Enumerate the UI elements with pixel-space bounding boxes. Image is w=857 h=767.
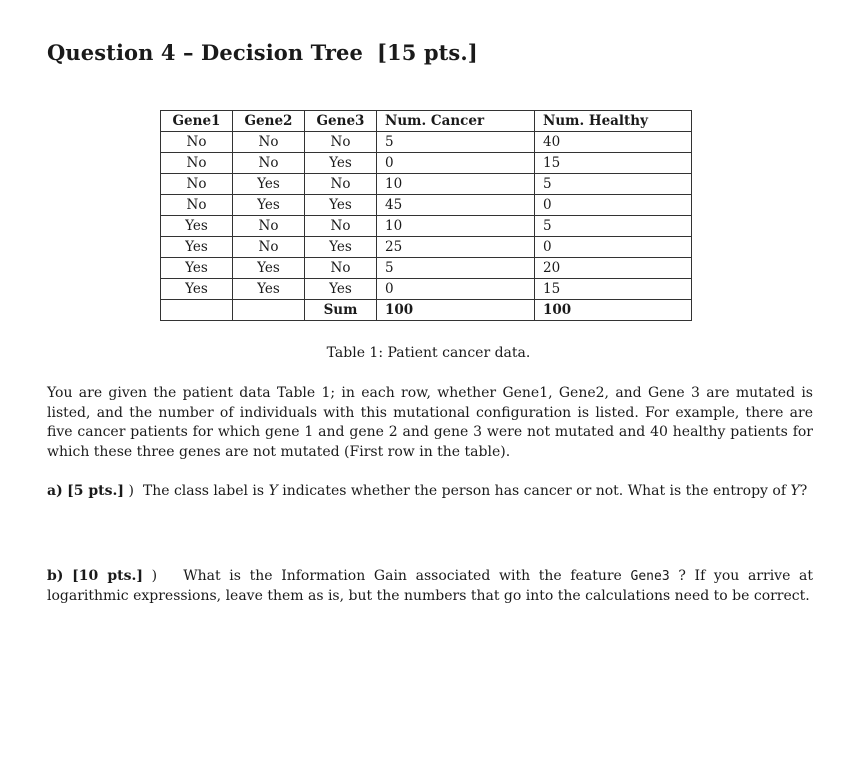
table-row xyxy=(161,195,692,216)
part-b-label: b) xyxy=(47,568,64,584)
cell-gene1: No xyxy=(161,174,233,195)
part-a-text-before: The class label is xyxy=(142,483,265,499)
cell-num-cancer: 25 xyxy=(377,237,535,258)
part-a-text-middle: indicates whether the person has cancer or not. What is the entropy of xyxy=(282,483,786,499)
cell-gene3: Yes xyxy=(305,237,377,258)
table-row xyxy=(161,132,692,153)
part-b-paren: ) xyxy=(151,568,158,584)
part-a-points: [5 pts.] xyxy=(67,483,125,499)
patient-data-table xyxy=(160,110,692,321)
cell-gene2: Yes xyxy=(233,195,305,216)
part-a-label: a) xyxy=(47,483,63,499)
cell-gene2: No xyxy=(233,132,305,153)
part-b-paragraph xyxy=(47,567,813,606)
part-b-text-before: What is the Information Gain associated with the feature xyxy=(183,568,622,584)
cell-gene2: No xyxy=(233,237,305,258)
table-sum-row xyxy=(161,300,692,321)
empty-cell xyxy=(161,300,233,321)
question-title xyxy=(47,40,478,65)
cell-num-healthy: 15 xyxy=(535,153,692,174)
cell-num-healthy: 0 xyxy=(535,237,692,258)
cell-num-cancer: 10 xyxy=(377,174,535,195)
cell-gene1: Yes xyxy=(161,237,233,258)
cell-gene1: Yes xyxy=(161,279,233,300)
cell-gene3: No xyxy=(305,216,377,237)
cell-gene3: No xyxy=(305,258,377,279)
part-a-paren: ) xyxy=(128,483,134,499)
table-row xyxy=(161,216,692,237)
cell-num-healthy: 15 xyxy=(535,279,692,300)
cell-gene1: Yes xyxy=(161,216,233,237)
empty-cell xyxy=(233,300,305,321)
header-gene3: Gene3 xyxy=(305,111,377,132)
cell-num-cancer: 5 xyxy=(377,258,535,279)
cell-gene3: No xyxy=(305,174,377,195)
cell-gene1: No xyxy=(161,153,233,174)
cell-gene2: No xyxy=(233,153,305,174)
part-a-text-end: ? xyxy=(799,483,808,499)
part-a-variable: Y xyxy=(268,483,278,499)
sum-label: Sum xyxy=(305,300,377,321)
cell-gene2: Yes xyxy=(233,174,305,195)
cell-num-cancer: 5 xyxy=(377,132,535,153)
part-b-points: [10 pts.] xyxy=(72,568,143,584)
table-row xyxy=(161,174,692,195)
cell-gene2: Yes xyxy=(233,279,305,300)
cell-num-cancer: 10 xyxy=(377,216,535,237)
cell-gene3: Yes xyxy=(305,279,377,300)
intro-paragraph: You are given the patient data Table 1; in each row, whether Gene1, Gene2, and Gene 3 are mutated is listed, and the number of individuals with this mutational configuration is listed. For example, there are five cancer patients for which gene 1 and gene 2 and gene 3 were not mutated and 40 healthy patients for which these three genes are not mutated (First row in the table). xyxy=(47,385,813,460)
table-caption-text: Table 1: Patient cancer data. xyxy=(326,345,531,361)
cell-num-healthy: 5 xyxy=(535,216,692,237)
header-num-cancer: Num. Cancer xyxy=(377,111,535,132)
cell-num-healthy: 5 xyxy=(535,174,692,195)
cell-gene2: No xyxy=(233,216,305,237)
cell-num-cancer: 0 xyxy=(377,279,535,300)
header-num-healthy: Num. Healthy xyxy=(535,111,692,132)
question-points: [15 pts.] xyxy=(376,40,478,65)
sum-cancer: 100 xyxy=(377,300,535,321)
table-header-row xyxy=(161,111,692,132)
part-b-feature: Gene3 xyxy=(630,569,670,584)
table-row xyxy=(161,279,692,300)
part-a-variable-2: Y xyxy=(790,483,800,499)
table-caption xyxy=(0,345,857,361)
cell-num-healthy: 40 xyxy=(535,132,692,153)
cell-gene1: No xyxy=(161,132,233,153)
part-a-paragraph xyxy=(47,482,813,502)
cell-gene3: Yes xyxy=(305,195,377,216)
cell-num-healthy: 20 xyxy=(535,258,692,279)
table-row xyxy=(161,153,692,174)
cell-gene1: Yes xyxy=(161,258,233,279)
cell-num-cancer: 45 xyxy=(377,195,535,216)
cell-gene3: No xyxy=(305,132,377,153)
cell-gene2: Yes xyxy=(233,258,305,279)
table-row xyxy=(161,237,692,258)
cell-gene3: Yes xyxy=(305,153,377,174)
sum-healthy: 100 xyxy=(535,300,692,321)
table-row xyxy=(161,258,692,279)
question-label: Question 4 – Decision Tree xyxy=(47,40,363,65)
cell-num-healthy: 0 xyxy=(535,195,692,216)
header-gene2: Gene2 xyxy=(233,111,305,132)
cell-num-cancer: 0 xyxy=(377,153,535,174)
part-b-text-after: ? If you arrive at logarithmic expressions, leave them as is, but the numbers that go into the calculations need to be correct. xyxy=(47,568,814,604)
cell-gene1: No xyxy=(161,195,233,216)
header-gene1: Gene1 xyxy=(161,111,233,132)
